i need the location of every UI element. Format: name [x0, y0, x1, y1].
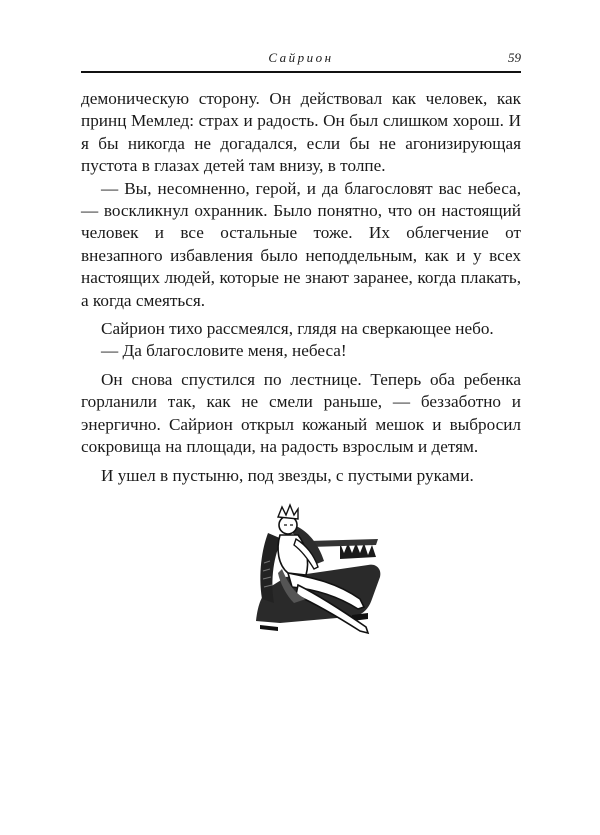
paragraph: демоническую сторону. Он действовал как человек, как принц Мемлед: страх и радость. Он был слишком хорош. И я бы никогда не догадался, если бы не агонизирующая пустота в глазах детей там внизу, в толпе.: [81, 89, 521, 176]
body-text: [81, 88, 521, 487]
running-title: Сайрион: [268, 50, 334, 65]
paragraph: Сайрион тихо рассмеялся, глядя на сверкающее небо.: [101, 319, 494, 339]
header-rule: [81, 71, 521, 73]
paragraph: — Вы, несомненно, герой, и да благословят вас небеса, — воскликнул охранник. Было понятно, что он настоящий человек и все остальные тоже. Их облегчение от внезапного избавления было неподдельным, как и у всех настоящих людей, которые не знают заранее, когда плакать, а когда смеяться.: [81, 178, 521, 310]
seated-figure-illustration: [248, 503, 386, 638]
paragraph: Он снова спустился по лестнице. Теперь оба ребенка горланили так, как не смели раньше, — беззаботно и энергично. Сайрион открыл кожаный мешок и выбросил сокровища на площади, на радость взрослым и детям.: [81, 369, 521, 457]
seated-figure-sketch-icon: [248, 503, 386, 638]
running-header: [81, 50, 521, 68]
page-number: 59: [508, 50, 521, 65]
paragraph: И ушел в пустыню, под звезды, с пустыми руками.: [101, 465, 474, 485]
paragraph: — Да благословите меня, небеса!: [101, 341, 347, 361]
